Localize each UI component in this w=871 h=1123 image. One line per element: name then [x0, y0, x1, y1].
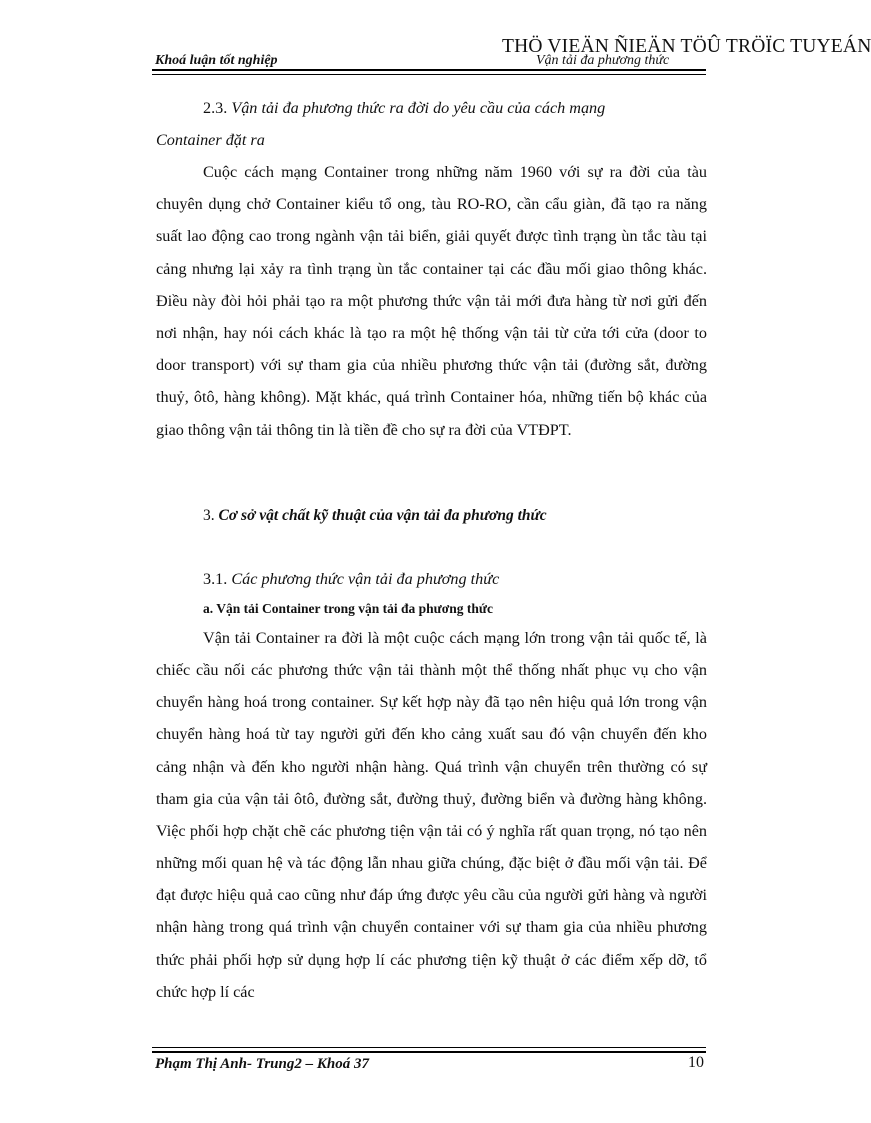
section-2-3-heading	[156, 92, 707, 156]
header-right-title: Vận tải đa phương thức	[536, 53, 670, 68]
section-3-number: 3.	[203, 507, 215, 524]
subsection-a-paragraph: Vận tải Container ra đời là một cuộc cách mạng lớn trong vận tải quốc tế, là chiếc cầu nối các phương thức vận tải thành một thể thống nhất phục vụ cho vận chuyển hàng hoá trong container. Sự kết hợp này đã tạo nên hiệu quả lớn trong vận chuyển hàng hoá từ tay người gửi đến kho cảng xuất sau đó vận chuyển đến kho cảng nhận và đến kho người nhận hàng. Quá trình vận chuyển trên thường có sự tham gia của vận tải ôtô, đường sắt, đường thuỷ, đường biển và đường hàng không. Việc phối hợp chặt chẽ các phương tiện vận tải có ý nghĩa rất quan trọng, nó tạo nên những mối quan hệ và tác động lẫn nhau giữa chúng, đặc biệt ở đầu mối vận tải. Để đạt được hiệu quả cao cũng như đáp ứng được yêu cầu của người gửi hàng và người nhận hàng trong quá trình vận chuyển container với sự tham gia của nhiều phương thức phải phối hợp sử dụng hợp lí các phương tiện kỹ thuật ở các điểm xếp dỡ, tổ chức hợp lí các	[156, 629, 707, 1001]
section-3-title: Cơ sở vật chất kỹ thuật của vận tải đa phương thức	[218, 507, 547, 524]
section-3-1-number: 3.1.	[203, 570, 228, 588]
header-rule-thick	[152, 69, 706, 71]
subsection-a-title: a. Vận tải Container trong vận tải đa phương thức	[203, 601, 493, 616]
section-2-3-number: 2.3.	[203, 99, 228, 117]
header-rule-thin	[152, 74, 706, 75]
footer-rule-thick	[152, 1051, 706, 1053]
page-number: 10	[688, 1054, 704, 1071]
footer-author: Phạm Thị Anh- Trung2 – Khoá 37	[155, 1056, 369, 1072]
watermark-text: THÖ VIEÄN ÑIEÄN TÖÛ TRÖÏC TUYEÁN	[502, 36, 871, 57]
header-left-title: Khoá luận tốt nghiệp	[155, 53, 278, 68]
section-3-1-heading	[203, 563, 707, 595]
section-3-heading	[203, 500, 707, 532]
section-2-3-title-line1: Vận tải đa phương thức ra đời do yêu cầu của cách mạng	[231, 99, 606, 117]
section-3-1-title: Các phương thức vận tải đa phương thức	[231, 570, 500, 588]
section-2-3-paragraph: Cuộc cách mạng Container trong những năm 1960 với sự ra đời của tàu chuyên dụng chở Container kiểu tổ ong, tàu RO-RO, cần cẩu giàn, đã tạo ra năng suất lao động cao trong ngành vận tải biển, giải quyết được tình trạng ùn tắc tàu tại cảng nhưng lại xảy ra tình trạng ùn tắc container tại các đầu mối giao thông khác. Điều này đòi hỏi phải tạo ra một phương thức vận tải mới đưa hàng từ nơi gửi đến nơi nhận, hay nói cách khác là tạo ra một hệ thống vận tải từ cửa tới cửa (door to door transport) với sự tham gia của nhiều phương thức vận tải (đường sắt, đường thuỷ, ôtô, hàng không). Mặt khác, quá trình Container hóa, những tiến bộ khác của giao thông vận tải thông tin là tiền đề cho sự ra đời của VTĐPT.	[156, 163, 707, 439]
section-2-3-title-line2: Container đặt ra	[156, 131, 265, 150]
footer-rule-thin	[152, 1047, 706, 1048]
